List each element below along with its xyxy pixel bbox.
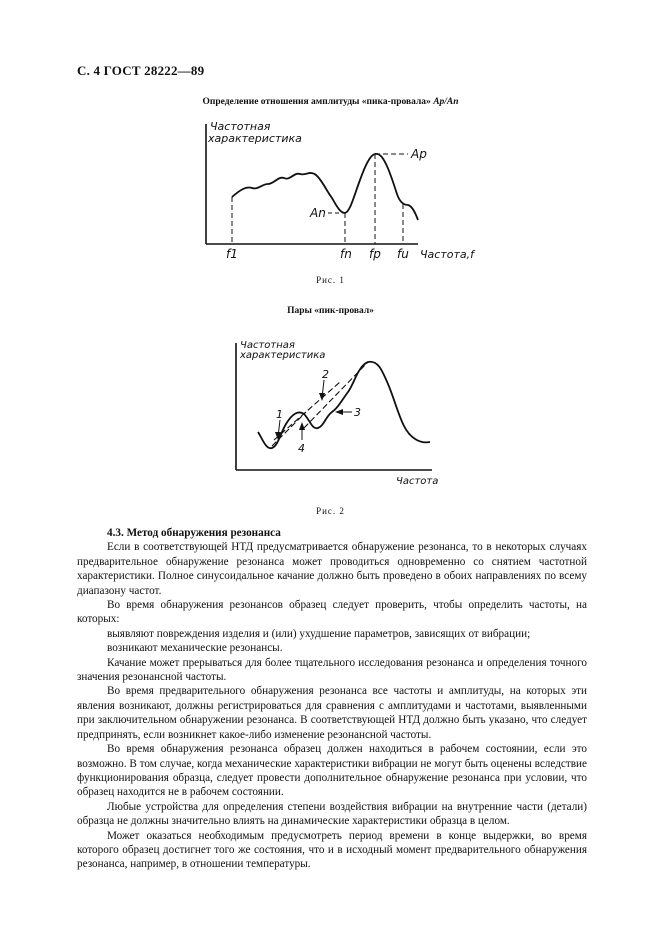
figure2-marker-2: 2 bbox=[322, 368, 329, 381]
paragraph: выявляют повреждения изделия и (или) ухудшение параметров, зависящих от вибрации; bbox=[107, 627, 531, 640]
figure1-title-text: Определение отношения амплитуды «пика-провала» bbox=[202, 97, 431, 107]
figure2-y-label-1: Частотная bbox=[240, 340, 295, 351]
figure2-arrowhead-3 bbox=[335, 409, 343, 415]
figure2-caption: Рис. 2 bbox=[316, 506, 345, 516]
page-header: С. 4 ГОСТ 28222—89 bbox=[77, 63, 205, 78]
figure2-y-label-2: характеристика bbox=[240, 350, 326, 361]
figure1-label-ap: Ap bbox=[411, 147, 427, 161]
figure2-title: Пары «пик-провал» bbox=[287, 306, 374, 316]
figure1-y-label-2: характеристика bbox=[208, 132, 302, 145]
section-heading: 4.3. Метод обнаружения резонанса bbox=[107, 527, 281, 539]
paragraph: Может оказаться необходимым предусмотреть период времени в конце выдержки, во время которого образец достигнет того же состояния, что и в исходный момент предварительного обнаружения резонанса, например, в отношении температуры. bbox=[77, 829, 587, 871]
figure2-x-label: Частота bbox=[396, 476, 439, 487]
figure2-marker-4: 4 bbox=[298, 442, 305, 455]
paragraph: Во время обнаружения резонанса образец должен находиться в рабочем состоянии, если это возможно. В том случае, когда механические характеристики вибрации не могут быть оценены вследствие функционирования образца, следует провести дополнительное обнаружение резонанса при условии, что образец находится не в рабочем состоянии. bbox=[77, 743, 587, 799]
figure1-caption: Рис. 1 bbox=[316, 275, 345, 285]
paragraph: Во время обнаружения резонансов образец следует проверить, чтобы определить частоты, на которых: bbox=[77, 599, 587, 626]
paragraph: Во время предварительного обнаружения резонанса все частоты и амплитуды, на которых эти явления возникают, должны регистрироваться для сравнения с амплитудами и частотами, выявленными при заключительном обнаружении резонанса. В соответствующей НТД должно быть указано, что следует предпринять, если возникнет какое-либо изменение резонансной частоты. bbox=[77, 685, 587, 741]
figure1-x-label: Частота,f bbox=[420, 248, 474, 261]
paragraph: Качание может прерываться для более тщательного исследования резонанса и определения точного значения резонансной частоты. bbox=[77, 656, 587, 684]
figure2-arrowhead-4 bbox=[299, 422, 305, 430]
figure1-title-formula: Ap/An bbox=[433, 97, 459, 107]
figure1-tick-fp: fp bbox=[369, 247, 381, 261]
figure2-arrowhead-2 bbox=[319, 393, 325, 401]
figure1-tick-fn: fn bbox=[340, 247, 352, 261]
figure1-tick-f1: f1 bbox=[226, 247, 238, 261]
paragraph: Любые устройства для определения степени воздействия вибрации на внутренние части (детали) образца не должны значительно влиять на динамические характеристики образца в целом. bbox=[77, 800, 587, 828]
paragraph: Если в соответствующей НТД предусматривается обнаружение резонанса, то в некоторых случаях предварительное обнаружение резонанса может проводиться одновременно со снятием частотной характеристики. Полное синусоидальное качание должно быть проведено в обоих направлениях по всему диапазону частот. bbox=[77, 541, 587, 597]
figure1-label-an: An bbox=[310, 206, 326, 220]
section-4-3 bbox=[77, 526, 587, 872]
figure2-marker-3: 3 bbox=[354, 406, 361, 419]
figure2-marker-1: 1 bbox=[276, 408, 283, 421]
figure1-y-label-1: Частотная bbox=[210, 120, 271, 133]
paragraph: возникают механические резонансы. bbox=[107, 642, 283, 655]
figure2-response-curve bbox=[258, 362, 430, 448]
figure2-dash-pair-2 bbox=[274, 382, 340, 440]
figure1-tick-fu: fu bbox=[397, 247, 409, 261]
